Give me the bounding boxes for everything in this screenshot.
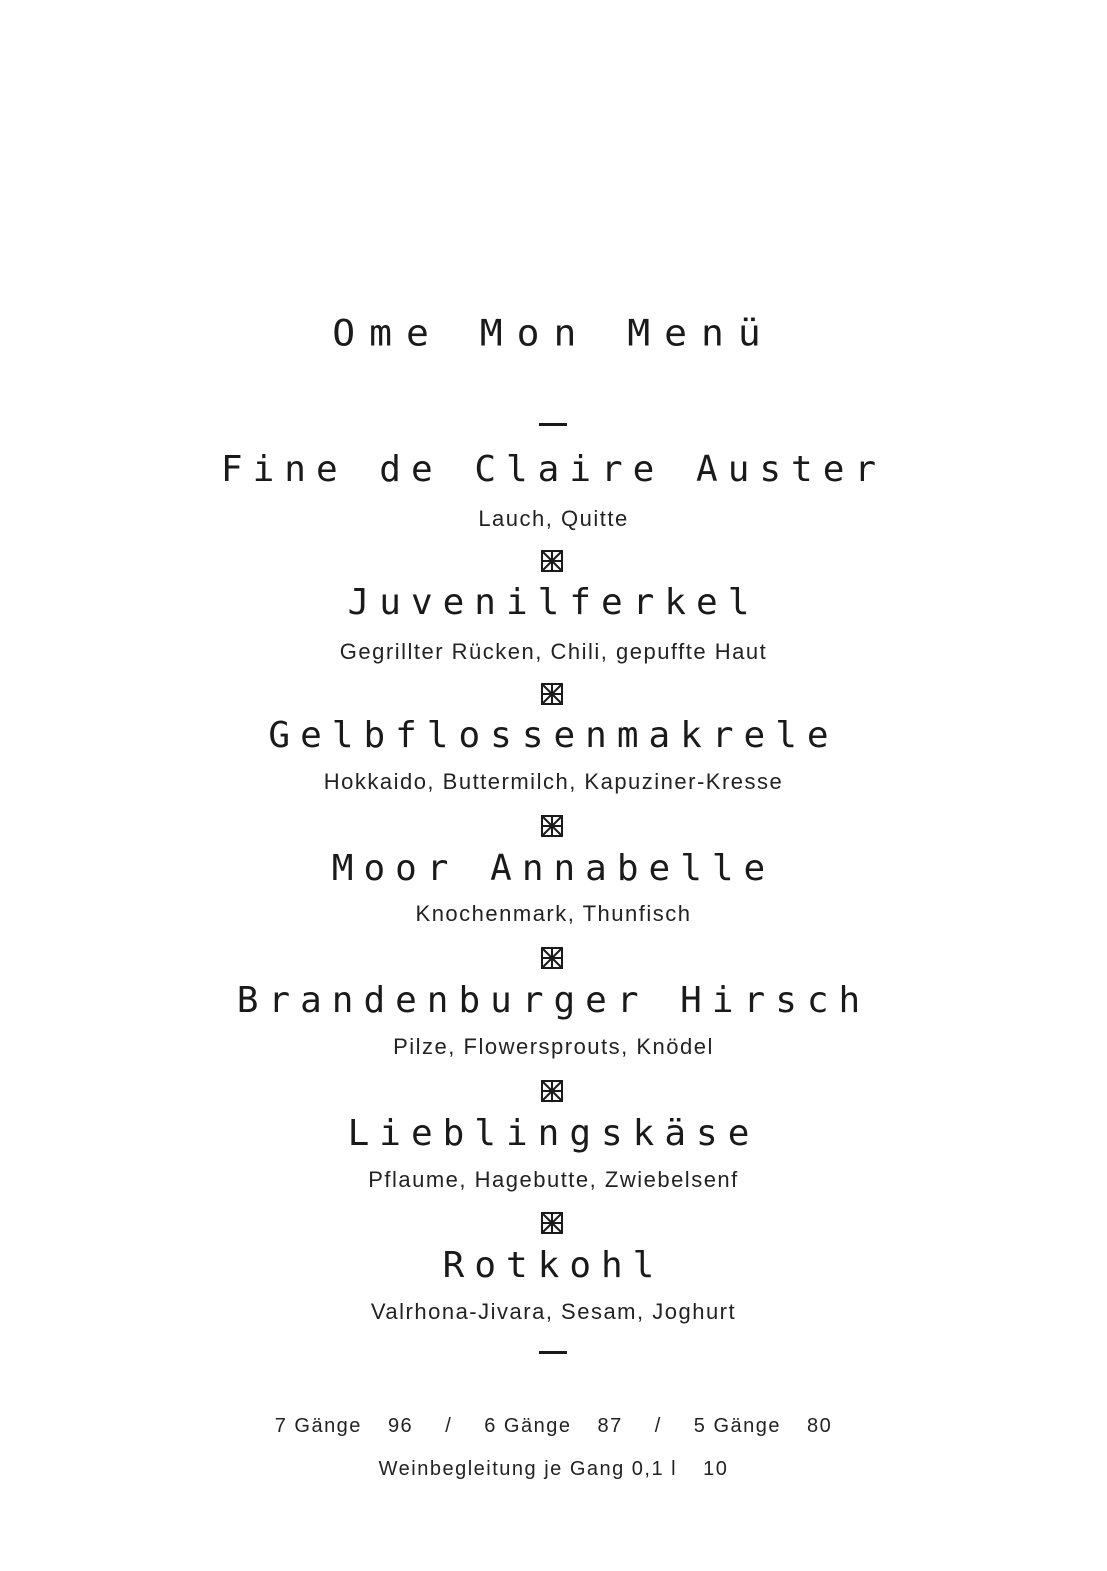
option-5-price: 80 [807, 1415, 833, 1437]
course-name-7: Rotkohl [442, 1245, 665, 1286]
ornament-separator-icon [541, 683, 563, 705]
course-name-1: Fine de Claire Auster [220, 449, 887, 490]
course-description-4: Knochenmark, Thunfisch [415, 901, 692, 926]
course-name-2: Juvenilferkel [347, 582, 760, 623]
course-name-6: Lieblingskäse [347, 1113, 760, 1154]
wine-pairing-line [0, 1459, 1107, 1479]
option-6-price: 87 [597, 1415, 623, 1437]
course-pricing-line [0, 1416, 1107, 1436]
course-name-3: Gelbflossenmakrele [268, 715, 839, 756]
course-description-3: Hokkaido, Buttermilch, Kapuziner-Kresse [323, 769, 784, 794]
top-dash-divider [539, 423, 567, 426]
ornament-separator-icon [541, 815, 563, 837]
option-6-label: 6 Gänge [484, 1415, 572, 1437]
option-7-price: 96 [387, 1415, 414, 1437]
wine-pairing-label: Weinbegleitung je Gang 0,1 l [378, 1458, 678, 1480]
option-5-label: 5 Gänge [693, 1415, 782, 1437]
course-description-2: Gegrillter Rücken, Chili, gepuffte Haut [339, 639, 768, 664]
pricing-separator: / [654, 1415, 662, 1437]
ornament-separator-icon [541, 550, 563, 572]
course-description-5: Pilze, Flowersprouts, Knödel [393, 1034, 714, 1059]
menu-title: Ome Mon Menü [332, 312, 775, 354]
course-name-5: Brandenburger Hirsch [236, 980, 871, 1021]
ornament-separator-icon [541, 1080, 563, 1102]
course-name-4: Moor Annabelle [331, 848, 776, 889]
course-description-7: Valrhona-Jivara, Sesam, Joghurt [370, 1299, 737, 1324]
ornament-separator-icon [541, 947, 563, 969]
bottom-dash-divider [539, 1351, 567, 1354]
course-description-6: Pflaume, Hagebutte, Zwiebelsenf [368, 1167, 739, 1192]
course-description-1: Lauch, Quitte [478, 506, 629, 531]
option-7-label: 7 Gänge [274, 1415, 362, 1437]
ornament-separator-icon [541, 1212, 563, 1234]
wine-pairing-price: 10 [703, 1458, 729, 1480]
pricing-separator: / [445, 1415, 453, 1437]
